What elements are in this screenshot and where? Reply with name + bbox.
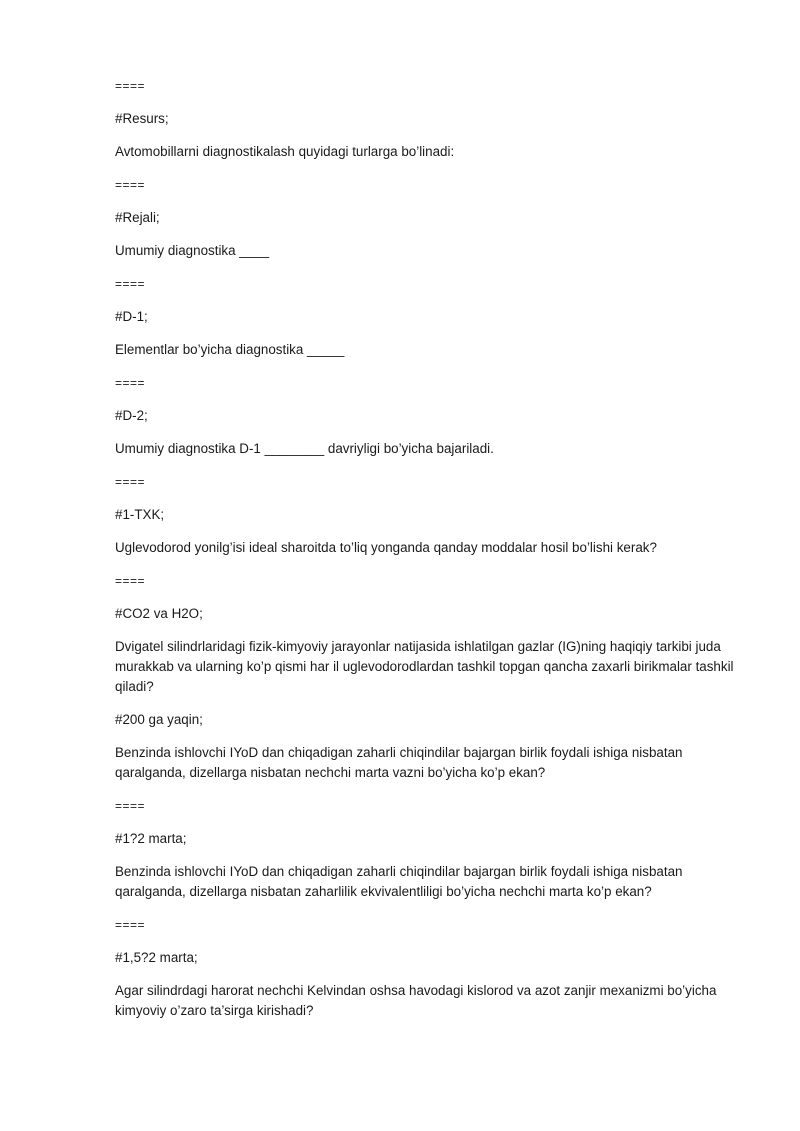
separator: ==== <box>115 918 146 932</box>
separator: ==== <box>115 376 146 390</box>
question-line: Umumiy diagnostika D-1 ________ davriyligi bo’yicha bajariladi. <box>115 441 494 456</box>
answer-line: #1,5?2 marta; <box>115 950 198 965</box>
separator: ==== <box>115 799 146 813</box>
question-line: Agar silindrdagi harorat nechchi Kelvindan oshsa havodagi kislorod va azot zanjir mexanizmi bo’yicha kimyoviy o’zaro ta’sirga kirishadi? <box>115 983 717 1018</box>
question-line: Benzinda ishlovchi IYoD dan chiqadigan zaharli chiqindilar bajargan birlik foydali ishiga nisbatan qaralganda, dizellarga nisbatan zaharlilik ekvivalentliligi bo’yicha nechchi marta ko’p ekan? <box>115 864 683 899</box>
separator: ==== <box>115 178 146 192</box>
question-line: Benzinda ishlovchi IYoD dan chiqadigan zaharli chiqindilar bajargan birlik foydali ishiga nisbatan qaralganda, dizellarga nisbatan nechchi marta vazni bo’yicha ko’p ekan? <box>115 745 683 780</box>
answer-line: #CO2 va H2O; <box>115 606 203 621</box>
question-line: Dvigatel silindrlaridagi fizik-kimyoviy jarayonlar natijasida ishlatilgan gazlar (IG)ning haqiqiy tarkibi juda murakkab va ularning ko’p qismi har il uglevodorodlardan tashkil topgan qancha zaxarli birikmalar tashkil qiladi? <box>115 639 734 694</box>
answer-line: #D-2; <box>115 408 148 423</box>
question-line: Umumiy diagnostika ____ <box>115 243 270 258</box>
separator: ==== <box>115 79 146 93</box>
question-line: Elementlar bo’yicha diagnostika _____ <box>115 342 345 357</box>
separator: ==== <box>115 277 146 291</box>
answer-line: #1-TXK; <box>115 507 165 522</box>
document-body <box>115 76 735 1034</box>
separator: ==== <box>115 574 146 588</box>
answer-line: #D-1; <box>115 309 148 324</box>
question-line: Avtomobillarni diagnostikalash quyidagi turlarga bo’linadi: <box>115 144 455 159</box>
separator: ==== <box>115 475 146 489</box>
answer-line: #Rejali; <box>115 210 160 225</box>
answer-line: #Resurs; <box>115 111 169 126</box>
question-line: Uglevodorod yonilg’isi ideal sharoitda to’liq yonganda qanday moddalar hosil bo’lishi kerak? <box>115 540 657 555</box>
answer-line: #200 ga yaqin; <box>115 712 203 727</box>
answer-line: #1?2 marta; <box>115 831 187 846</box>
